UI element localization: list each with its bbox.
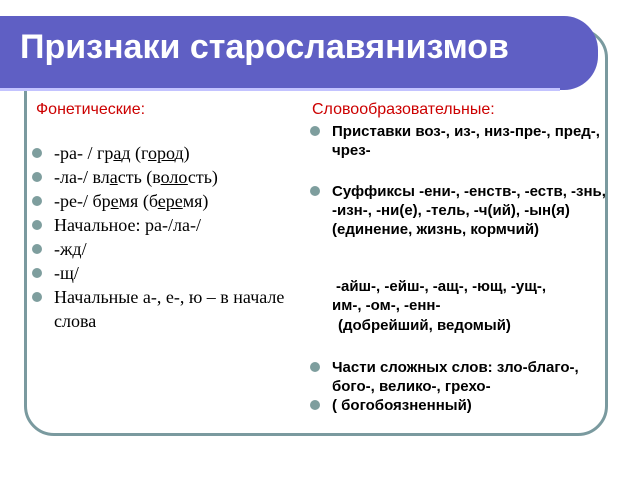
list-item-compounds: Части сложных слов: зло-благо-, бого-, велико-, грехо- — [310, 358, 610, 396]
list-item: Начальные а-, е-, ю – в начале слова — [32, 285, 302, 333]
bullet-icon — [32, 196, 42, 206]
bullet-icon — [32, 292, 42, 302]
slide-title: Признаки старославянизмов — [20, 28, 509, 66]
suffixes-examples: (добрейший, ведомый) — [338, 317, 511, 334]
bullet-icon — [32, 244, 42, 254]
title-underline — [0, 88, 560, 91]
list-item-suffixes: Суффиксы -ени-, -енств-, -еств, -знь, -изн-, -ни(е), -тель, -ч(ий), -ын(я) (единение, жизнь, кормчий) — [310, 182, 610, 239]
derivational-list-top — [310, 122, 610, 239]
phonetic-heading: Фонетические: — [36, 101, 146, 118]
bullet-icon — [310, 362, 320, 372]
derivational-heading: Словообразовательные: — [312, 101, 495, 118]
suffixes2-line1: -айш-, -ейш-, -ащ-, -ющ, -ущ-, — [336, 278, 547, 295]
suffixes2-line2: им-, -ом-, -енн- — [332, 297, 441, 314]
list-item: -щ/ — [32, 261, 302, 285]
list-item-compound-example: ( богобоязненный) — [310, 396, 610, 415]
list-item: -жд/ — [32, 237, 302, 261]
bullet-icon — [310, 126, 320, 136]
bullet-icon — [32, 172, 42, 182]
bullet-icon — [310, 186, 320, 196]
list-item: Начальное: ра-/ла-/ — [32, 213, 302, 237]
bullet-icon — [310, 400, 320, 410]
list-item: -ре-/ бремя (беремя) — [32, 189, 302, 213]
derivational-list-bottom — [310, 358, 610, 415]
list-item: -ла-/ власть (волость) — [32, 165, 302, 189]
bullet-icon — [32, 220, 42, 230]
bullet-icon — [32, 148, 42, 158]
list-item-prefixes: Приставки воз-, из-, низ-пре-, пред-, чрез- — [310, 122, 610, 160]
bullet-icon — [32, 268, 42, 278]
list-item: -ра- / град (город) — [32, 141, 302, 165]
phonetic-list — [32, 141, 302, 333]
